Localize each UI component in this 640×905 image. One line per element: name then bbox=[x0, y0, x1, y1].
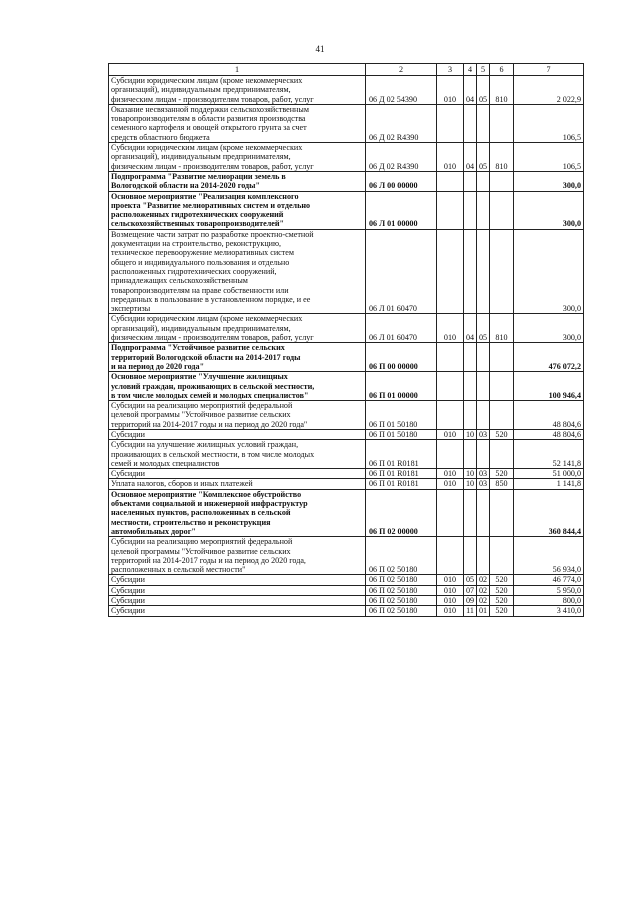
row-code: 06 П 01 50180 bbox=[366, 401, 437, 430]
row-col6: 520 bbox=[490, 596, 514, 606]
row-col3 bbox=[437, 440, 464, 469]
header-cell-1: 1 bbox=[109, 64, 366, 76]
row-name-line: Субсидии bbox=[111, 429, 145, 439]
header-cell-4: 4 bbox=[464, 64, 477, 76]
header-cell-3: 3 bbox=[437, 64, 464, 76]
row-amount: 106,5 bbox=[514, 143, 584, 172]
row-name-line: Субсидии bbox=[111, 469, 145, 479]
row-col5 bbox=[477, 489, 490, 536]
header-cell-6: 6 bbox=[490, 64, 514, 76]
row-col3 bbox=[437, 489, 464, 536]
row-name bbox=[109, 143, 366, 172]
row-code: 06 П 02 50180 bbox=[366, 606, 437, 616]
row-amount: 46 774,0 bbox=[514, 575, 584, 585]
row-col6 bbox=[490, 401, 514, 430]
row-code: 06 Д 02 54390 bbox=[366, 76, 437, 105]
row-name-line: объектами социальной и инженерной инфраструктур bbox=[111, 499, 308, 509]
row-code: 06 П 01 R0181 bbox=[366, 440, 437, 469]
row-code: 06 Д 02 R4390 bbox=[366, 104, 437, 142]
row-col3: 010 bbox=[437, 606, 464, 616]
row-name-line: целевой программы "Устойчивое развитие сельских bbox=[111, 410, 291, 420]
row-code: 06 П 01 50180 bbox=[366, 429, 437, 439]
row-name-line: расположенных гидротехнических сооружений, bbox=[111, 266, 277, 276]
row-code: 06 Л 00 00000 bbox=[366, 171, 437, 191]
row-col3: 010 bbox=[437, 469, 464, 479]
table-row bbox=[109, 479, 584, 489]
row-name-line: населенных пунктов, расположенных в сельской bbox=[111, 508, 291, 518]
row-code: 06 П 02 50180 bbox=[366, 575, 437, 585]
row-col5 bbox=[477, 440, 490, 469]
row-name-line: Субсидии bbox=[111, 596, 145, 606]
row-name bbox=[109, 429, 366, 439]
row-col5 bbox=[477, 229, 490, 314]
row-name bbox=[109, 401, 366, 430]
row-col3: 010 bbox=[437, 76, 464, 105]
table-row bbox=[109, 429, 584, 439]
row-col4: 10 bbox=[464, 469, 477, 479]
row-name-line: товаропроизводителям на праве собственности или bbox=[111, 285, 289, 295]
table-row bbox=[109, 372, 584, 401]
header-cell-2: 2 bbox=[366, 64, 437, 76]
row-name-line: Возмещение части затрат по разработке проектно-сметной bbox=[111, 229, 314, 239]
row-col5 bbox=[477, 537, 490, 575]
row-col6 bbox=[490, 191, 514, 229]
row-name-line: организаций), индивидуальным предпринимателям, bbox=[111, 85, 291, 95]
row-name-line: Субсидии юридическим лицам (кроме некоммерческих bbox=[111, 314, 303, 324]
row-name bbox=[109, 575, 366, 585]
row-name-line: территорий на 2014-2017 годы и на период до 2020 года, bbox=[111, 555, 306, 565]
row-code: 06 П 02 50180 bbox=[366, 537, 437, 575]
row-name bbox=[109, 372, 366, 401]
row-col6: 520 bbox=[490, 585, 514, 595]
row-name bbox=[109, 440, 366, 469]
row-name-line: средств областного бюджета bbox=[111, 132, 210, 142]
row-name bbox=[109, 479, 366, 489]
row-col5: 05 bbox=[477, 143, 490, 172]
row-col6: 850 bbox=[490, 479, 514, 489]
row-col4 bbox=[464, 191, 477, 229]
row-name bbox=[109, 489, 366, 536]
page-number: 41 bbox=[315, 44, 325, 54]
row-name-line: товаропроизводителям в области развития производства bbox=[111, 114, 306, 124]
table-row bbox=[109, 606, 584, 616]
row-name-line: документации на строительство, реконструкцию, bbox=[111, 239, 282, 249]
row-col6 bbox=[490, 104, 514, 142]
row-col4 bbox=[464, 489, 477, 536]
row-name-line: целевой программы "Устойчивое развитие сельских bbox=[111, 546, 291, 556]
row-code: 06 П 01 R0181 bbox=[366, 479, 437, 489]
table-row bbox=[109, 171, 584, 191]
row-col5: 02 bbox=[477, 596, 490, 606]
row-col4 bbox=[464, 229, 477, 314]
row-col4 bbox=[464, 343, 477, 372]
row-col6: 810 bbox=[490, 76, 514, 105]
row-col5: 03 bbox=[477, 479, 490, 489]
row-col4 bbox=[464, 104, 477, 142]
row-code: 06 Л 01 60470 bbox=[366, 229, 437, 314]
row-name-line: расположенных гидротехнических сооружений bbox=[111, 210, 284, 220]
row-code: 06 П 02 50180 bbox=[366, 596, 437, 606]
row-code: 06 Л 01 00000 bbox=[366, 191, 437, 229]
row-col5: 02 bbox=[477, 575, 490, 585]
row-col4: 11 bbox=[464, 606, 477, 616]
table-row bbox=[109, 469, 584, 479]
row-col5: 03 bbox=[477, 429, 490, 439]
row-amount: 300,0 bbox=[514, 171, 584, 191]
row-name-line: в том числе молодых семей и молодых специалистов" bbox=[111, 390, 309, 400]
row-name-line: Оказание несвязанной поддержки сельскохозяйственным bbox=[111, 104, 309, 114]
header-cell-5: 5 bbox=[477, 64, 490, 76]
row-amount: 2 022,9 bbox=[514, 76, 584, 105]
table-row bbox=[109, 575, 584, 585]
row-col4: 10 bbox=[464, 429, 477, 439]
row-col6: 520 bbox=[490, 429, 514, 439]
table-row bbox=[109, 191, 584, 229]
row-col6: 810 bbox=[490, 143, 514, 172]
row-code: 06 П 01 R0181 bbox=[366, 469, 437, 479]
row-name bbox=[109, 191, 366, 229]
row-name bbox=[109, 229, 366, 314]
row-name-line: Субсидии bbox=[111, 585, 145, 595]
row-name-line: переданных в пользование в установленном порядке, и ее bbox=[111, 294, 311, 304]
row-amount: 52 141,8 bbox=[514, 440, 584, 469]
row-name-line: сельскохозяйственных товаропроизводителей" bbox=[111, 219, 284, 229]
row-name-line: экспертизы bbox=[111, 304, 151, 314]
row-name-line: физическим лицам - производителям товаров, работ, услуг bbox=[111, 333, 314, 343]
row-name bbox=[109, 171, 366, 191]
row-name-line: Основное мероприятие "Комплексное обустройство bbox=[111, 489, 302, 499]
row-col3: 010 bbox=[437, 585, 464, 595]
row-col5: 02 bbox=[477, 585, 490, 595]
row-name bbox=[109, 606, 366, 616]
row-name-line: принадлежащих сельскохозяйственным bbox=[111, 276, 248, 286]
row-amount: 48 804,6 bbox=[514, 429, 584, 439]
row-name-line: Субсидии bbox=[111, 575, 145, 585]
row-col6 bbox=[490, 343, 514, 372]
row-name-line: Основное мероприятие "Реализация комплексного bbox=[111, 191, 299, 201]
row-col5: 01 bbox=[477, 606, 490, 616]
row-col6 bbox=[490, 229, 514, 314]
row-col4: 09 bbox=[464, 596, 477, 606]
table-row bbox=[109, 440, 584, 469]
table-row bbox=[109, 343, 584, 372]
row-col3: 010 bbox=[437, 575, 464, 585]
table-row bbox=[109, 585, 584, 595]
row-col6: 520 bbox=[490, 606, 514, 616]
row-name bbox=[109, 469, 366, 479]
row-name-line: физическим лицам - производителям товаров, работ, услуг bbox=[111, 161, 314, 171]
row-name-line: организаций), индивидуальным предпринимателям, bbox=[111, 323, 291, 333]
row-col4: 04 bbox=[464, 314, 477, 343]
row-col6: 520 bbox=[490, 469, 514, 479]
row-col3 bbox=[437, 171, 464, 191]
row-amount: 300,0 bbox=[514, 314, 584, 343]
row-name bbox=[109, 596, 366, 606]
table-row bbox=[109, 104, 584, 142]
row-col6 bbox=[490, 372, 514, 401]
row-code: 06 П 00 00000 bbox=[366, 343, 437, 372]
row-col5 bbox=[477, 104, 490, 142]
table-row bbox=[109, 143, 584, 172]
row-col4: 07 bbox=[464, 585, 477, 595]
table-row bbox=[109, 489, 584, 536]
row-col3: 010 bbox=[437, 143, 464, 172]
table-row bbox=[109, 596, 584, 606]
row-name-line: местности, строительство и реконструкция bbox=[111, 517, 271, 527]
row-col4 bbox=[464, 537, 477, 575]
row-col5: 05 bbox=[477, 76, 490, 105]
row-col5: 05 bbox=[477, 314, 490, 343]
row-col4: 10 bbox=[464, 479, 477, 489]
row-name-line: Субсидии юридическим лицам (кроме некоммерческих bbox=[111, 76, 303, 85]
row-name-line: Уплата налогов, сборов и иных платежей bbox=[111, 479, 253, 489]
row-name-line: расположенных в сельской местности" bbox=[111, 565, 246, 575]
row-amount: 106,5 bbox=[514, 104, 584, 142]
row-col3 bbox=[437, 104, 464, 142]
row-col5: 03 bbox=[477, 469, 490, 479]
row-name-line: организаций), индивидуальным предпринимателям, bbox=[111, 152, 291, 162]
row-amount: 100 946,4 bbox=[514, 372, 584, 401]
row-amount: 51 000,0 bbox=[514, 469, 584, 479]
row-name bbox=[109, 314, 366, 343]
row-amount: 3 410,0 bbox=[514, 606, 584, 616]
budget-table bbox=[108, 63, 584, 617]
row-name-line: Основное мероприятие "Улучшение жилищных bbox=[111, 372, 288, 382]
row-amount: 300,0 bbox=[514, 229, 584, 314]
row-code: 06 П 02 50180 bbox=[366, 585, 437, 595]
row-code: 06 Д 02 R4390 bbox=[366, 143, 437, 172]
row-name-line: автомобильных дорог" bbox=[111, 526, 196, 536]
table-row bbox=[109, 314, 584, 343]
row-name-line: общего и индивидуального пользования и отдельно bbox=[111, 257, 290, 267]
row-col6 bbox=[490, 171, 514, 191]
row-col5 bbox=[477, 401, 490, 430]
row-name-line: Субсидии на реализацию мероприятий федеральной bbox=[111, 401, 293, 411]
row-col6 bbox=[490, 440, 514, 469]
row-name-line: Субсидии bbox=[111, 606, 145, 616]
row-col4 bbox=[464, 440, 477, 469]
row-name-line: проекта "Развитие мелиоративных систем и отдельно bbox=[111, 200, 311, 210]
row-name-line: техническое перевооружение мелиоративных систем bbox=[111, 248, 294, 258]
row-col6 bbox=[490, 537, 514, 575]
table-row bbox=[109, 401, 584, 430]
header-cell-7: 7 bbox=[514, 64, 584, 76]
row-col6: 520 bbox=[490, 575, 514, 585]
table-row bbox=[109, 537, 584, 575]
row-col3: 010 bbox=[437, 314, 464, 343]
row-name bbox=[109, 585, 366, 595]
row-col4 bbox=[464, 171, 477, 191]
row-amount: 360 844,4 bbox=[514, 489, 584, 536]
row-name-line: территорий Вологодской области на 2014-2017 годы bbox=[111, 352, 301, 362]
row-name-line: территорий на 2014-2017 годы и на период до 2020 года" bbox=[111, 419, 308, 429]
row-col4: 04 bbox=[464, 143, 477, 172]
row-name-line: Субсидии на улучшение жилищных условий граждан, bbox=[111, 440, 299, 450]
row-name-line: Субсидии юридическим лицам (кроме некоммерческих bbox=[111, 143, 303, 153]
row-col3 bbox=[437, 401, 464, 430]
row-col4: 05 bbox=[464, 575, 477, 585]
row-col4: 04 bbox=[464, 76, 477, 105]
row-name bbox=[109, 343, 366, 372]
row-name bbox=[109, 537, 366, 575]
row-col3: 010 bbox=[437, 479, 464, 489]
row-col6 bbox=[490, 489, 514, 536]
row-amount: 48 804,6 bbox=[514, 401, 584, 430]
row-name-line: Субсидии на реализацию мероприятий федеральной bbox=[111, 537, 293, 547]
row-col5 bbox=[477, 191, 490, 229]
row-col3 bbox=[437, 372, 464, 401]
row-name-line: условий граждан, проживающих в сельской местности, bbox=[111, 381, 315, 391]
row-col3 bbox=[437, 229, 464, 314]
row-col5 bbox=[477, 171, 490, 191]
header-row bbox=[109, 64, 584, 76]
row-col4 bbox=[464, 372, 477, 401]
row-name bbox=[109, 76, 366, 105]
row-code: 06 П 01 00000 bbox=[366, 372, 437, 401]
row-name-line: и на период до 2020 года" bbox=[111, 361, 205, 371]
row-col4 bbox=[464, 401, 477, 430]
row-name-line: проживающих в сельской местности, в том числе молодых bbox=[111, 449, 315, 459]
row-amount: 5 950,0 bbox=[514, 585, 584, 595]
row-name-line: физическим лицам - производителям товаров, работ, услуг bbox=[111, 94, 314, 104]
row-col6: 810 bbox=[490, 314, 514, 343]
table-row bbox=[109, 229, 584, 314]
row-amount: 476 072,2 bbox=[514, 343, 584, 372]
row-name-line: Подпрограмма "Развитие мелиорации земель в bbox=[111, 171, 286, 181]
row-amount: 800,0 bbox=[514, 596, 584, 606]
row-col5 bbox=[477, 372, 490, 401]
row-name bbox=[109, 104, 366, 142]
row-name-line: Вологодской области на 2014-2020 годы" bbox=[111, 181, 260, 191]
row-col5 bbox=[477, 343, 490, 372]
row-col3: 010 bbox=[437, 429, 464, 439]
row-col3 bbox=[437, 343, 464, 372]
row-col3 bbox=[437, 537, 464, 575]
row-col3: 010 bbox=[437, 596, 464, 606]
row-amount: 56 934,0 bbox=[514, 537, 584, 575]
row-name-line: семенного картофеля и овощей открытого грунта за счет bbox=[111, 123, 307, 133]
row-amount: 300,0 bbox=[514, 191, 584, 229]
row-amount: 1 141,8 bbox=[514, 479, 584, 489]
table-body bbox=[109, 64, 584, 617]
row-name-line: семей и молодых специалистов bbox=[111, 458, 220, 468]
row-name-line: Подпрограмма "Устойчивое развитие сельских bbox=[111, 343, 285, 353]
row-col3 bbox=[437, 191, 464, 229]
row-code: 06 П 02 00000 bbox=[366, 489, 437, 536]
row-code: 06 Л 01 60470 bbox=[366, 314, 437, 343]
table-row bbox=[109, 76, 584, 105]
